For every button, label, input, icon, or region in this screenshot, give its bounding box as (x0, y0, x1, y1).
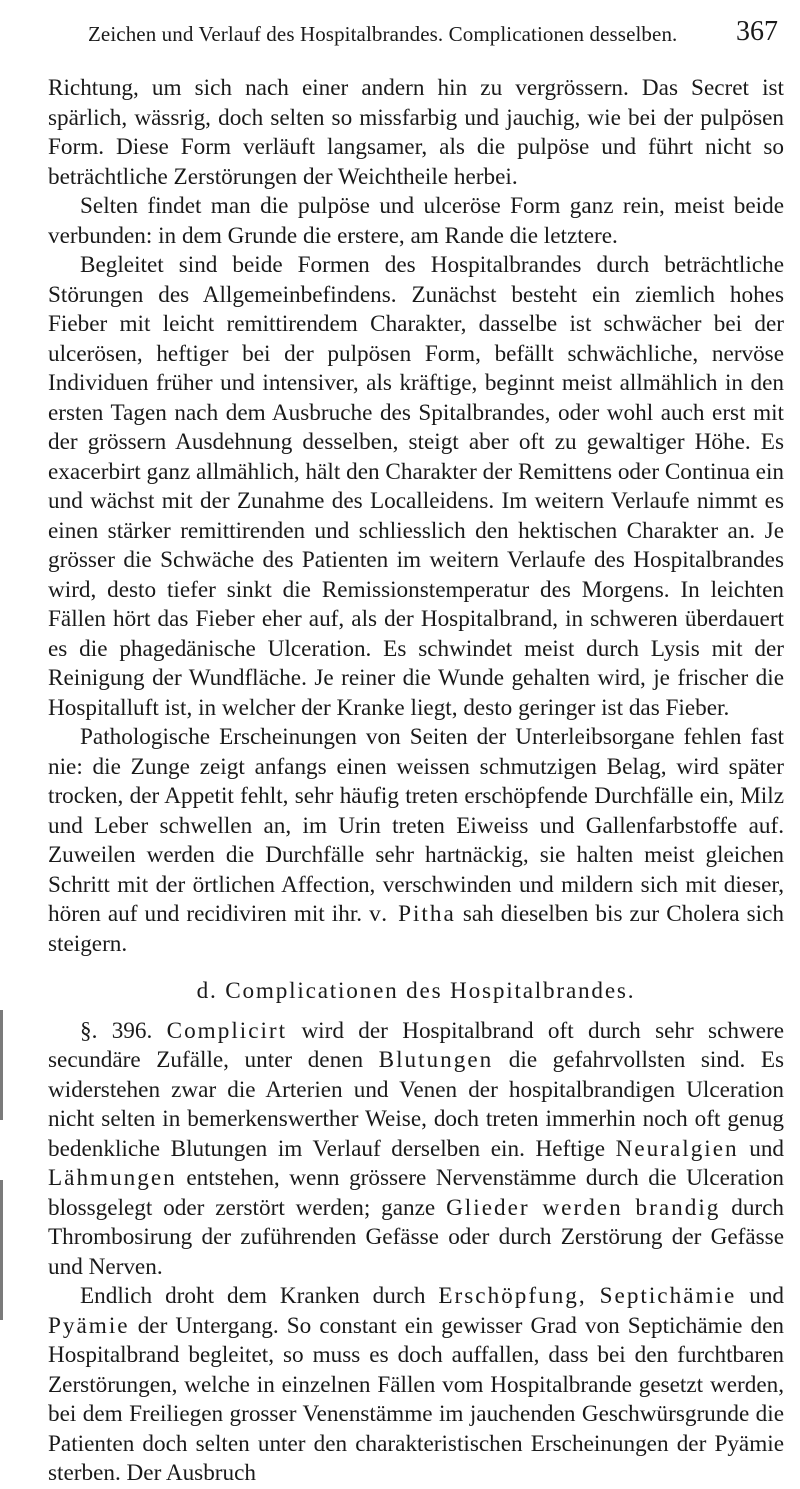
paragraph-5 (48, 1017, 784, 1283)
term-erschoepfung: Erschöpfung, (438, 1283, 587, 1309)
paragraph-4-text: Pathologische Erscheinungen von Seiten der Unterleibsorgane fehlen fast nie: die Zunge zeigt anfangs einen weissen schmutzigen Belag, wird später trocken, der Appetit fehlt, sehr häufig treten erschöpfende Durchfälle ein, Milz und Leber schwellen an, im Urin treten Eiweiss und Gallenfarbstoffe auf. Zuweilen werden die Durchfälle sehr hartnäckig, sie halten meist gleichen Schritt mit der örtlichen Affection, verschwinden und mildern sich mit dieser, hören auf und recidiviren mit ihr. (48, 724, 784, 927)
paragraph-6-and: und (749, 1283, 784, 1309)
term-complicirt: Complicirt (166, 1017, 288, 1044)
term-septichaemie: Septichämie (599, 1283, 737, 1309)
author-name: v. Pitha (369, 901, 456, 927)
paragraph-4 (48, 723, 784, 959)
paragraph-5-and: und (749, 1135, 785, 1162)
page-number: 367 (736, 16, 778, 47)
body-text (48, 74, 784, 1489)
term-glieder-brandig: Glieder werden brandig (446, 1194, 721, 1221)
term-laehmungen: Lähmungen (48, 1165, 177, 1191)
section-number: §. 396. (80, 1017, 153, 1044)
paragraph-5-end: durch Thrombosirung der zuführenden Gefässe oder durch Zerstörung der Gefässe und Nerven. (48, 1194, 785, 1280)
paragraph-1: Richtung, um sich nach einer andern hin zu vergrössern. Das Secret ist spärlich, wässrig, doch selten so missfarbig und jauchig, wie bei der pulpösen Form. Diese Form verläuft langsamer, als die pulpöse und führt nicht so beträchtliche Zerstörungen der Weichtheile herbei. (48, 75, 784, 190)
paragraph-5-text: wird der Hospitalbrand oft durch sehr schwere secundäre Zufälle, unter denen (48, 1017, 785, 1073)
paragraph-6 (48, 1282, 784, 1489)
term-neuralgien: Neuralgien (615, 1135, 739, 1162)
page-edge-shadow (0, 1010, 3, 1120)
paragraph-5-mid: die gefahrvollsten sind. Es widerstehen zwar die Arterien und Venen der hospitalbrandigen Ulceration nicht selten in bemerkenswerther Weise, doch treten immerhin noch oft genug bedenkliche Blutungen im Verlauf derselben ein. Heftige (48, 1047, 785, 1162)
paragraph-6-a: Endlich droht dem Kranken durch (80, 1283, 426, 1309)
paragraph-6-c: der Untergang. So constant ein gewisser Grad von Septichämie den Hospitalbrand begleitet, so muss es doch auffallen, dass bei den furchtbaren Zerstörungen, welche in einzelnen Fällen vom Hospitalbrande gesetzt werden, bei dem Freiliegen grosser Venenstämme im jauchenden Geschwürsgrunde die Patienten doch selten unter den charakteristischen Erscheinungen der Pyämie sterben. Der Ausbruch (48, 1312, 785, 1486)
page-edge-shadow (0, 1180, 3, 1320)
paragraph-2: Selten findet man die pulpöse und ulceröse Form ganz rein, meist beide verbunden: in dem Grunde die erstere, am Rande die letztere. (48, 193, 784, 249)
term-pyaemie: Pyämie (48, 1312, 130, 1339)
paragraph-4-tail: sah dieselben bis zur Cholera sich steigern. (48, 901, 784, 957)
paragraph-3: Begleitet sind beide Formen des Hospitalbrandes durch beträchtliche Störungen des Allgemeinbefindens. Zunächst besteht ein ziemlich hohes Fieber mit leicht remittirendem Charakter, dasselbe ist schwächer bei der ulcerösen, heftiger bei der pulpösen Form, befällt schwächliche, nervöse Individuen früher und intensiver, als kräftige, beginnt meist allmählich in den ersten Tagen nach dem Ausbruche des Spitalbrandes, oder wohl auch erst mit der grössern Ausdehnung desselben, steigt aber oft zu gewaltiger Höhe. Es exacerbirt ganz allmählich, hält den Charakter der Remittens oder Continua ein und wächst mit der Zunahme des Localleidens. Im weitern Verlaufe nimmt es einen stärker remittirenden und schliesslich den hektischen Charakter an. Je grösser die Schwäche des Patienten im weitern Verlaufe des Hospitalbrandes wird, desto tiefer sinkt die Remissionstemperatur des Morgens. In leichten Fällen hört das Fieber eher auf, als der Hospitalbrand, in schweren überdauert es die phagedänische Ulceration. Es schwindet meist durch Lysis mit der Reinigung der Wundfläche. Je reiner die Wunde gehalten wird, je frischer die Hospitalluft ist, in welcher der Kranke liegt, desto geringer ist das Fieber. (48, 252, 784, 721)
section-heading: d. Complicationen des Hospitalbrandes. (196, 978, 636, 1004)
paragraph-5-mid2: entstehen, wenn grössere Nervenstämme durch die Ulceration blossgelegt oder zerstört werden; ganze (48, 1165, 784, 1221)
running-title: Zeichen und Verlauf des Hospitalbrandes. Complicationen desselben. (88, 22, 678, 46)
term-blutungen: Blutungen (378, 1047, 494, 1073)
running-header (88, 16, 778, 46)
